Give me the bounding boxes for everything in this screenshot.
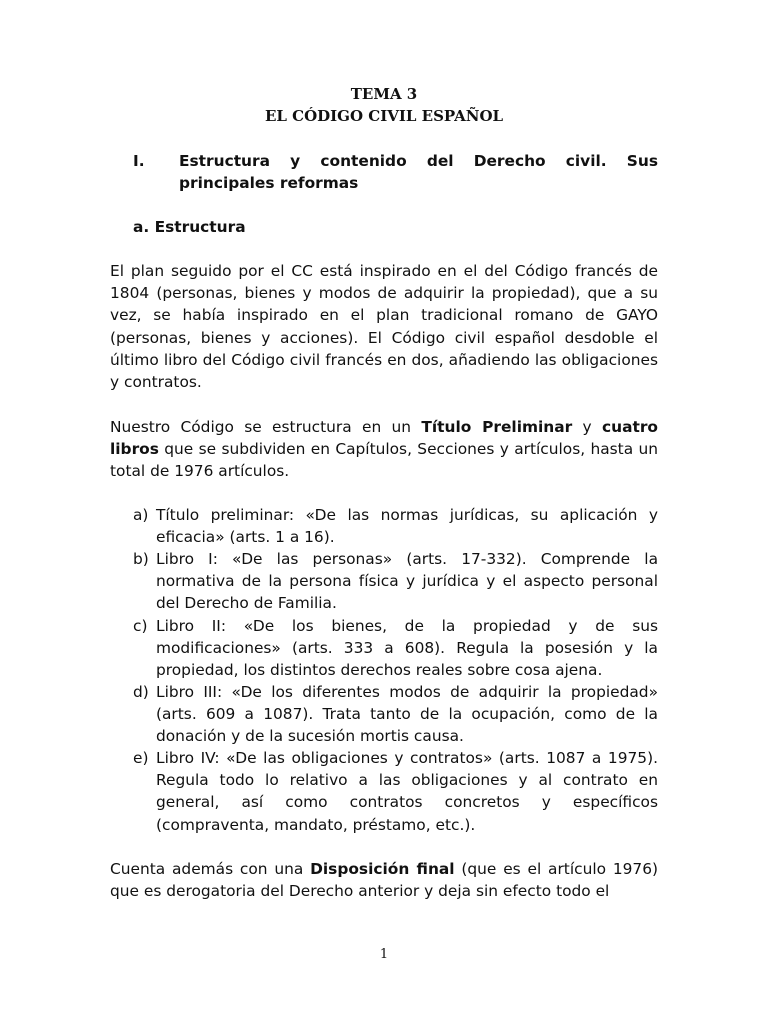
paragraph-final-disposition [110,858,658,902]
document-title-topic: TEMA 3 [350,85,418,103]
paragraph-final-text-2: (que es el artículo 1976) que es derogatoria del Derecho anterior y deja sin efecto todo el [110,860,658,901]
paragraph-plan: El plan seguido por el CC está inspirado en el del Código francés de 1804 (personas, bienes y modos de adquirir la propiedad), que a su vez, se había inspirado en el plan tradicional romano de GAYO (personas, bienes y acciones). El Código civil español desdoble el último libro del Código civil francés en dos, añadiendo las obligaciones y contratos. [110,262,658,392]
paragraph-final-text-1: Cuenta además con una [110,860,311,878]
list-item [133,747,658,836]
paragraph-structure-bold-2: cuatro libros [110,418,658,459]
list-item-text: Libro III: «De los diferentes modos de adquirir la propiedad» (arts. 609 a 1087). Trata tanto de la ocupación, como de la donación y de la sucesión mortis causa. [156,683,658,746]
list-item-text: Libro II: «De los bienes, de la propiedad y de sus modificaciones» (arts. 333 a 608). Regula la posesión y la propiedad, los distintos derechos reales sobre cosa ajena. [156,617,658,680]
subsection-title: Estructura [154,218,246,236]
document-title-main: EL CÓDIGO CIVIL ESPAÑOL [264,107,504,125]
list-marker: d) [133,683,149,701]
paragraph-structure [110,416,658,483]
list-item [133,615,658,682]
list-item-text: Libro IV: «De las obligaciones y contratos» (arts. 1087 a 1975). Regula todo lo relativo a las obligaciones y al contrato en general, así como contratos concretos y específicos (compraventa, mandato, préstamo, etc.). [156,749,658,834]
paragraph-structure-text-1: Nuestro Código se estructura en un [110,418,422,436]
page-number: 1 [379,947,389,962]
list-marker: e) [133,749,149,767]
list-marker: a) [133,506,149,524]
list-marker: b) [133,550,149,568]
list-item-text: Libro I: «De las personas» (arts. 17-332). Comprende la normativa de la persona física y jurídica y el aspecto personal del Derecho de Familia. [156,550,658,613]
section-title: Estructura y contenido del Derecho civil. Sus principales reformas [179,152,658,192]
paragraph-structure-text-2: y [572,418,602,436]
section-number: I. [133,152,145,170]
list-item [133,548,658,615]
list-item [133,681,658,748]
paragraph-structure-bold-1: Título Preliminar [421,418,573,436]
paragraph-final-bold-1: Disposición final [310,860,455,878]
subsection-heading [133,216,246,238]
list-marker: c) [133,617,148,635]
list-item [133,504,658,548]
subsection-label: a. [133,218,150,236]
list-item-text: Título preliminar: «De las normas jurídicas, su aplicación y eficacia» (arts. 1 a 16). [156,506,658,547]
paragraph-structure-text-3: que se subdividen en Capítulos, Secciones y artículos, hasta un total de 1976 artículos. [110,440,658,481]
